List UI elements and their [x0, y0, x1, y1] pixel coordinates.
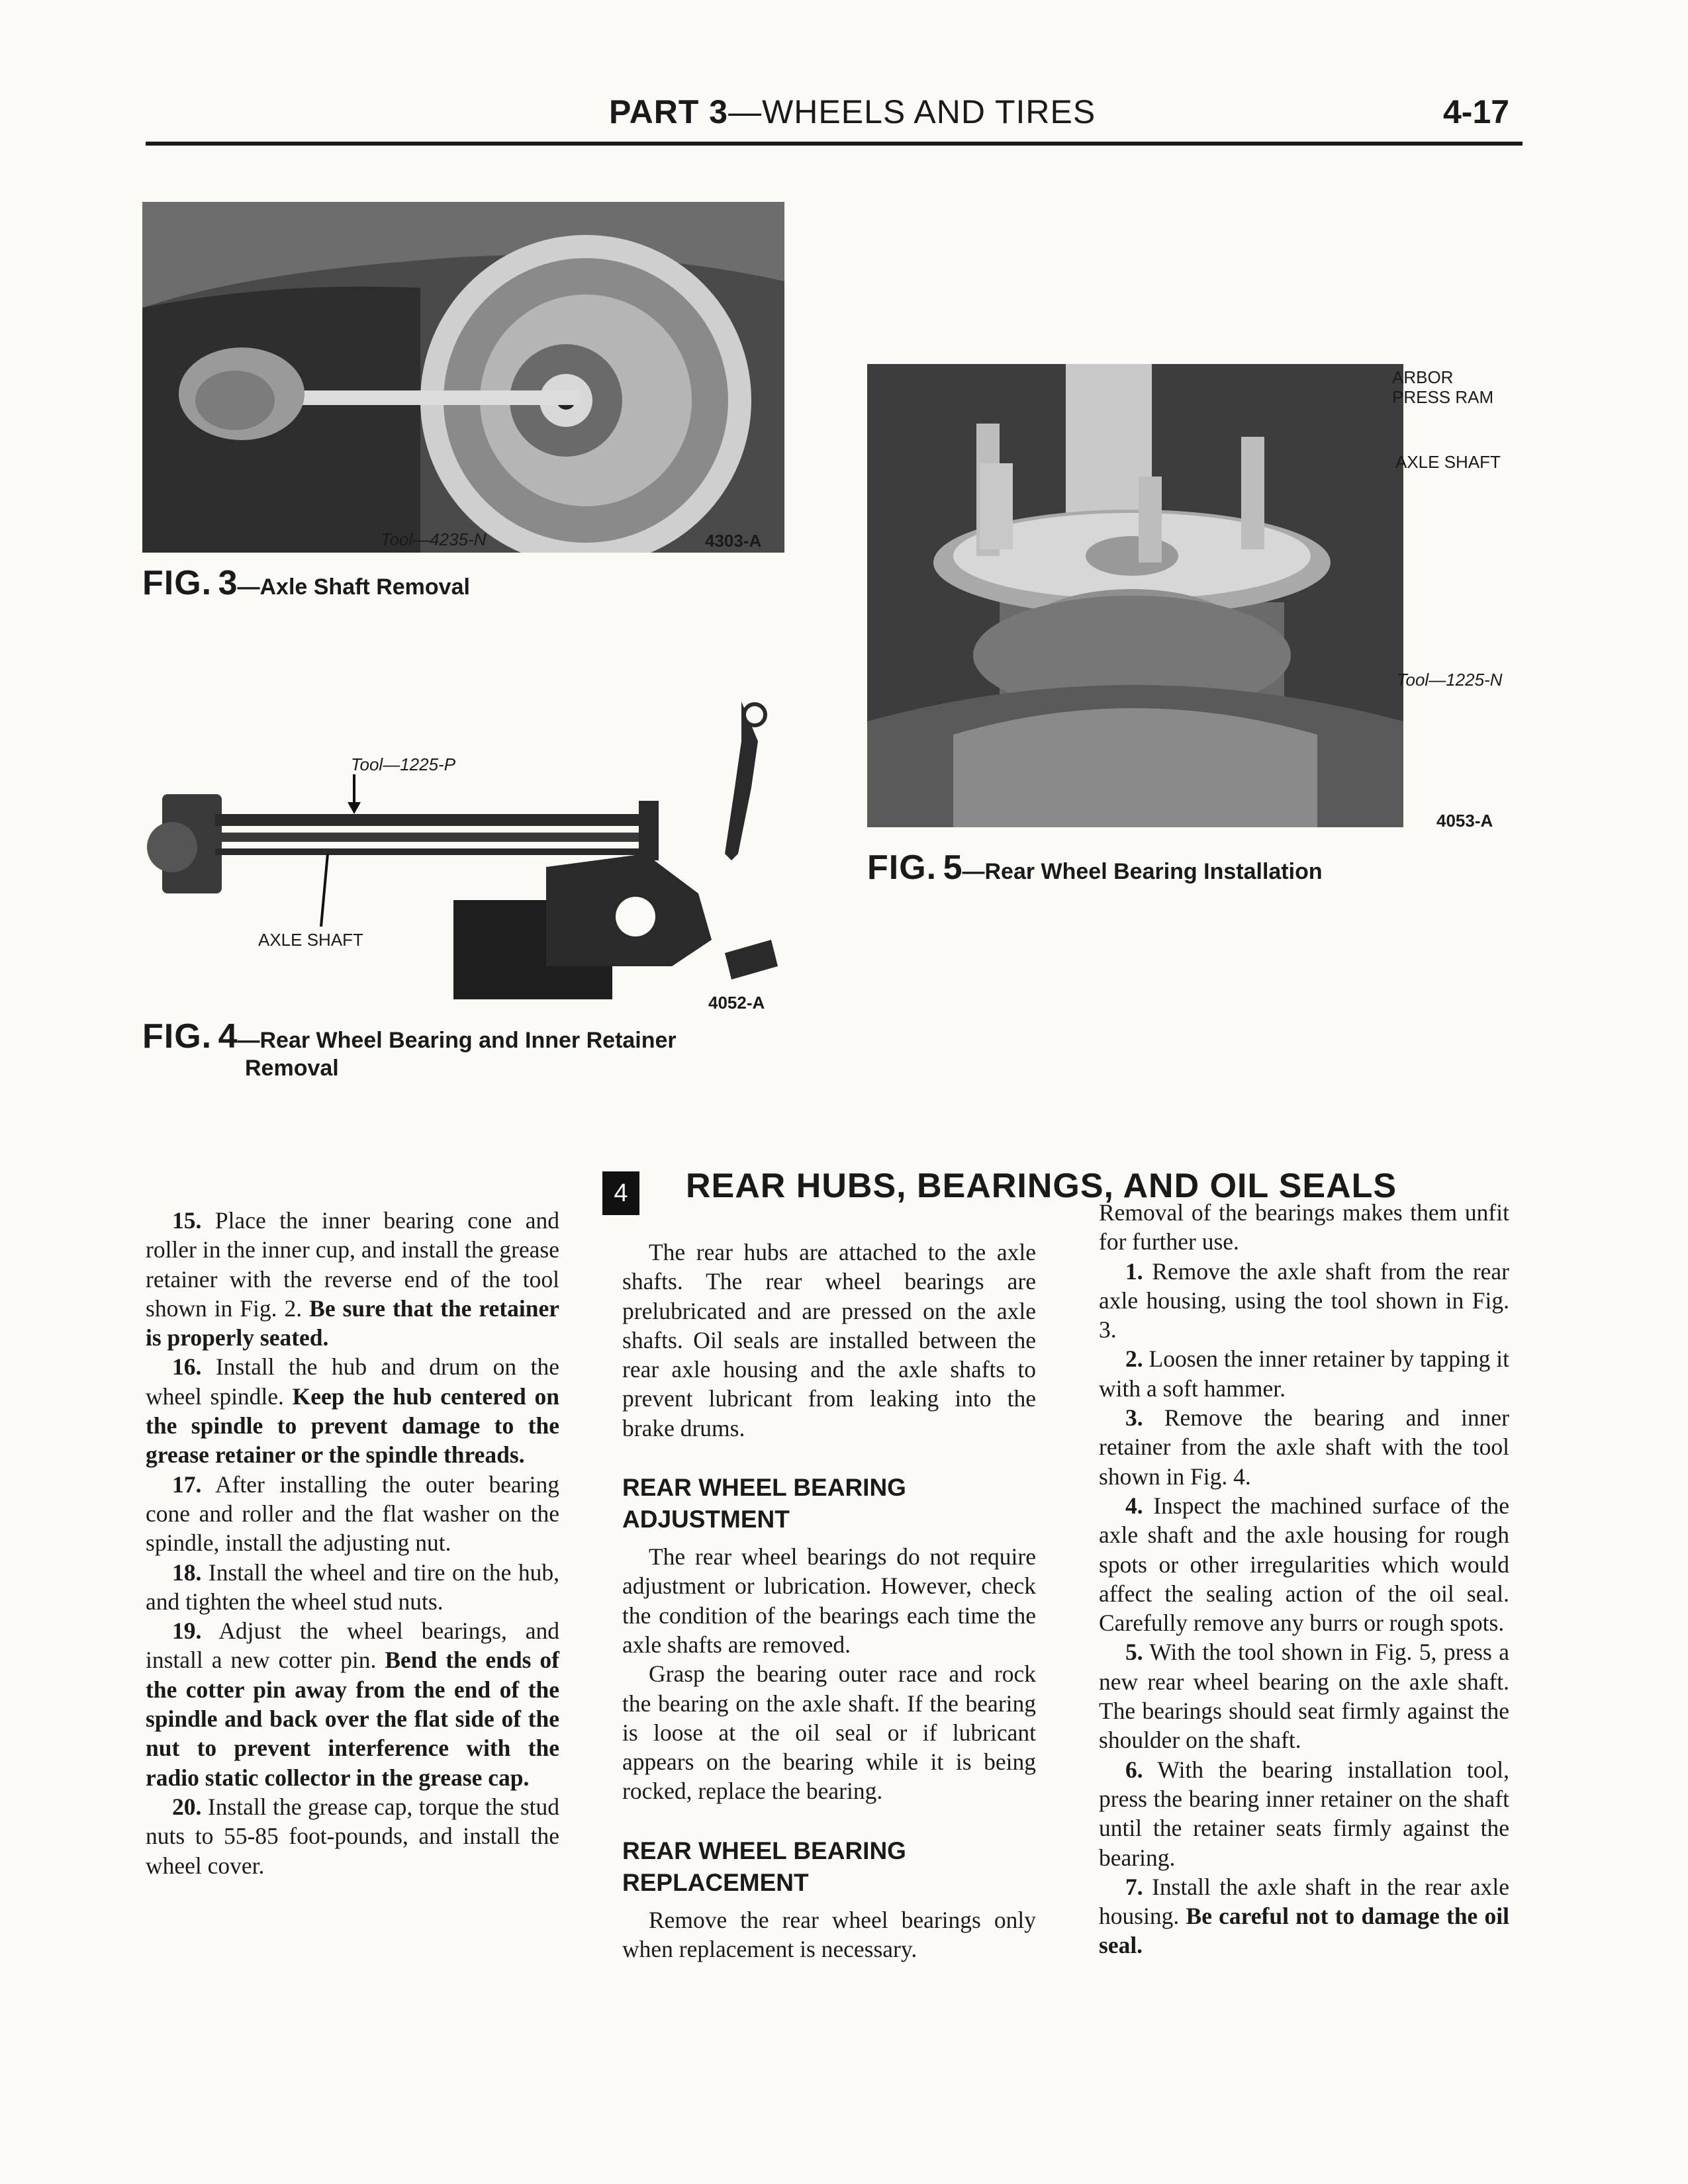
step-15: 15. Place the inner bearing cone and roller in the inner cup, and install the grease retainer with the reverse end of the tool shown in Fig. 2. Be sure that the retainer is properly seated. [146, 1207, 559, 1351]
step-18: 18. Install the wheel and tire on the hub, and tighten the wheel stud nuts. [146, 1559, 559, 1615]
subheading-adjustment: REAR WHEEL BEARING ADJUSTMENT [622, 1474, 906, 1533]
column-3 [1099, 1198, 1509, 1960]
column-1 [146, 1206, 559, 1880]
fig4-caption [142, 1017, 677, 1082]
step-4: 4. Inspect the machined surface of the axle shaft and the axle housing for rough spots or other irregularities which would affect the sealing action of the oil seal. Carefully remove any burrs or rough spots. [1099, 1492, 1509, 1637]
step-1: 1. Remove the axle shaft from the rear axle housing, using the tool shown in Fig. 3. [1099, 1257, 1509, 1343]
fig5-fig-word: FIG. [867, 848, 937, 887]
fig5-arbor-line1: ARBOR [1392, 367, 1454, 387]
fig4-fig-word: FIG. [142, 1017, 212, 1056]
fig4-caption-line2: Removal [245, 1056, 339, 1081]
running-header [609, 93, 1096, 131]
fig5-tool-callout: Tool—1225-N [1397, 670, 1503, 690]
fig5-caption [867, 848, 1323, 887]
replacement-para-1: Remove the rear wheel bearings only when replacement is necessary. [622, 1906, 1036, 1963]
fig3-caption [142, 564, 470, 602]
step-3: 3. Remove the bearing and inner retainer from the axle shaft with the tool shown in Fig. 4. [1099, 1404, 1509, 1490]
subheading-replacement: REAR WHEEL BEARING REPLACEMENT [622, 1837, 906, 1896]
step-16: 16. Install the hub and drum on the wheel spindle. Keep the hub centered on the spindle to prevent damage to the grease retainer or the spindle threads. [146, 1353, 559, 1469]
hubs-intro: The rear hubs are attached to the axle shafts. The rear wheel bearings are prelubricated and are pressed on the axle shafts. Oil seals are installed between the rear axle housing and the axle shafts to prevent lubricant from leaking into the brake drums. [622, 1239, 1036, 1441]
fig3-code: 4303-A [705, 531, 762, 551]
fig4-fig-num: 4 [218, 1017, 238, 1056]
step-5: 5. With the tool shown in Fig. 5, press a new rear wheel bearing on the axle shaft. The bearings should seat firmly against the shoulder on the shaft. [1099, 1639, 1509, 1754]
step-19: 19. Adjust the wheel bearings, and install a new cotter pin. Bend the ends of the cotter pin away from the end of the spindle and back over the flat side of the nut to prevent interference with the radio static collector in the grease cap. [146, 1617, 559, 1791]
fig5-code: 4053-A [1436, 811, 1493, 831]
column-2 [622, 1238, 1036, 1964]
step-20: 20. Install the grease cap, torque the stud nuts to 55-85 foot-pounds, and install the wheel cover. [146, 1793, 559, 1879]
fig5-arbor-callout [1392, 367, 1493, 407]
section-number-badge: 4 [602, 1171, 639, 1215]
fig3-caption-text: —Axle Shaft Removal [237, 574, 470, 600]
part-label: PART 3 [609, 93, 729, 130]
step-17: 17. After installing the outer bearing cone and roller and the flat washer on the spindle, install the adjusting nut. [146, 1471, 559, 1557]
page-number: 4-17 [1443, 93, 1510, 130]
step-6: 6. With the bearing installation tool, press the bearing inner retainer on the shaft until the retainer seats firmly against the bearing. [1099, 1756, 1509, 1871]
fig3-tool-callout: Tool—4235-N [381, 529, 487, 549]
fig4-caption-line1: —Rear Wheel Bearing and Inner Retainer [237, 1028, 677, 1053]
step-2: 2. Loosen the inner retainer by tapping it with a soft hammer. [1099, 1345, 1509, 1402]
step-7: 7. Install the axle shaft in the rear axle housing. Be careful not to damage the oil seal. [1099, 1873, 1509, 1959]
adjustment-para-1: The rear wheel bearings do not require adjustment or lubrication. However, check the condition of the bearings each time the axle shafts are removed. [622, 1543, 1036, 1658]
section-heading: REAR HUBS, BEARINGS, AND OIL SEALS [686, 1167, 1397, 1205]
fig5-photo [867, 364, 1403, 827]
fig3-photo [142, 202, 784, 553]
fig5-arbor-line2: PRESS RAM [1392, 387, 1494, 407]
fig4-illustration [142, 702, 784, 999]
adjustment-para-2: Grasp the bearing outer race and rock the bearing on the axle shaft. If the bearing is loose at the oil seal or if lubricant appears on the bearing while it is being rocked, replace the bearing. [622, 1661, 1036, 1805]
fig4-tool-callout: Tool—1225-P [351, 754, 456, 774]
fig4-code: 4052-A [708, 993, 765, 1013]
fig5-fig-num: 5 [943, 848, 962, 887]
fig5-caption-text: —Rear Wheel Bearing Installation [962, 859, 1323, 884]
section-title: —WHEELS AND TIRES [728, 93, 1096, 130]
fig4-axle-callout: AXLE SHAFT [258, 930, 363, 950]
header-rule [146, 142, 1523, 146]
fig3-fig-word: FIG. [142, 564, 212, 602]
fig3-fig-num: 3 [218, 564, 238, 602]
replacement-intro: Removal of the bearings makes them unfit for further use. [1099, 1199, 1509, 1255]
fig5-axle-callout: AXLE SHAFT [1395, 452, 1501, 472]
